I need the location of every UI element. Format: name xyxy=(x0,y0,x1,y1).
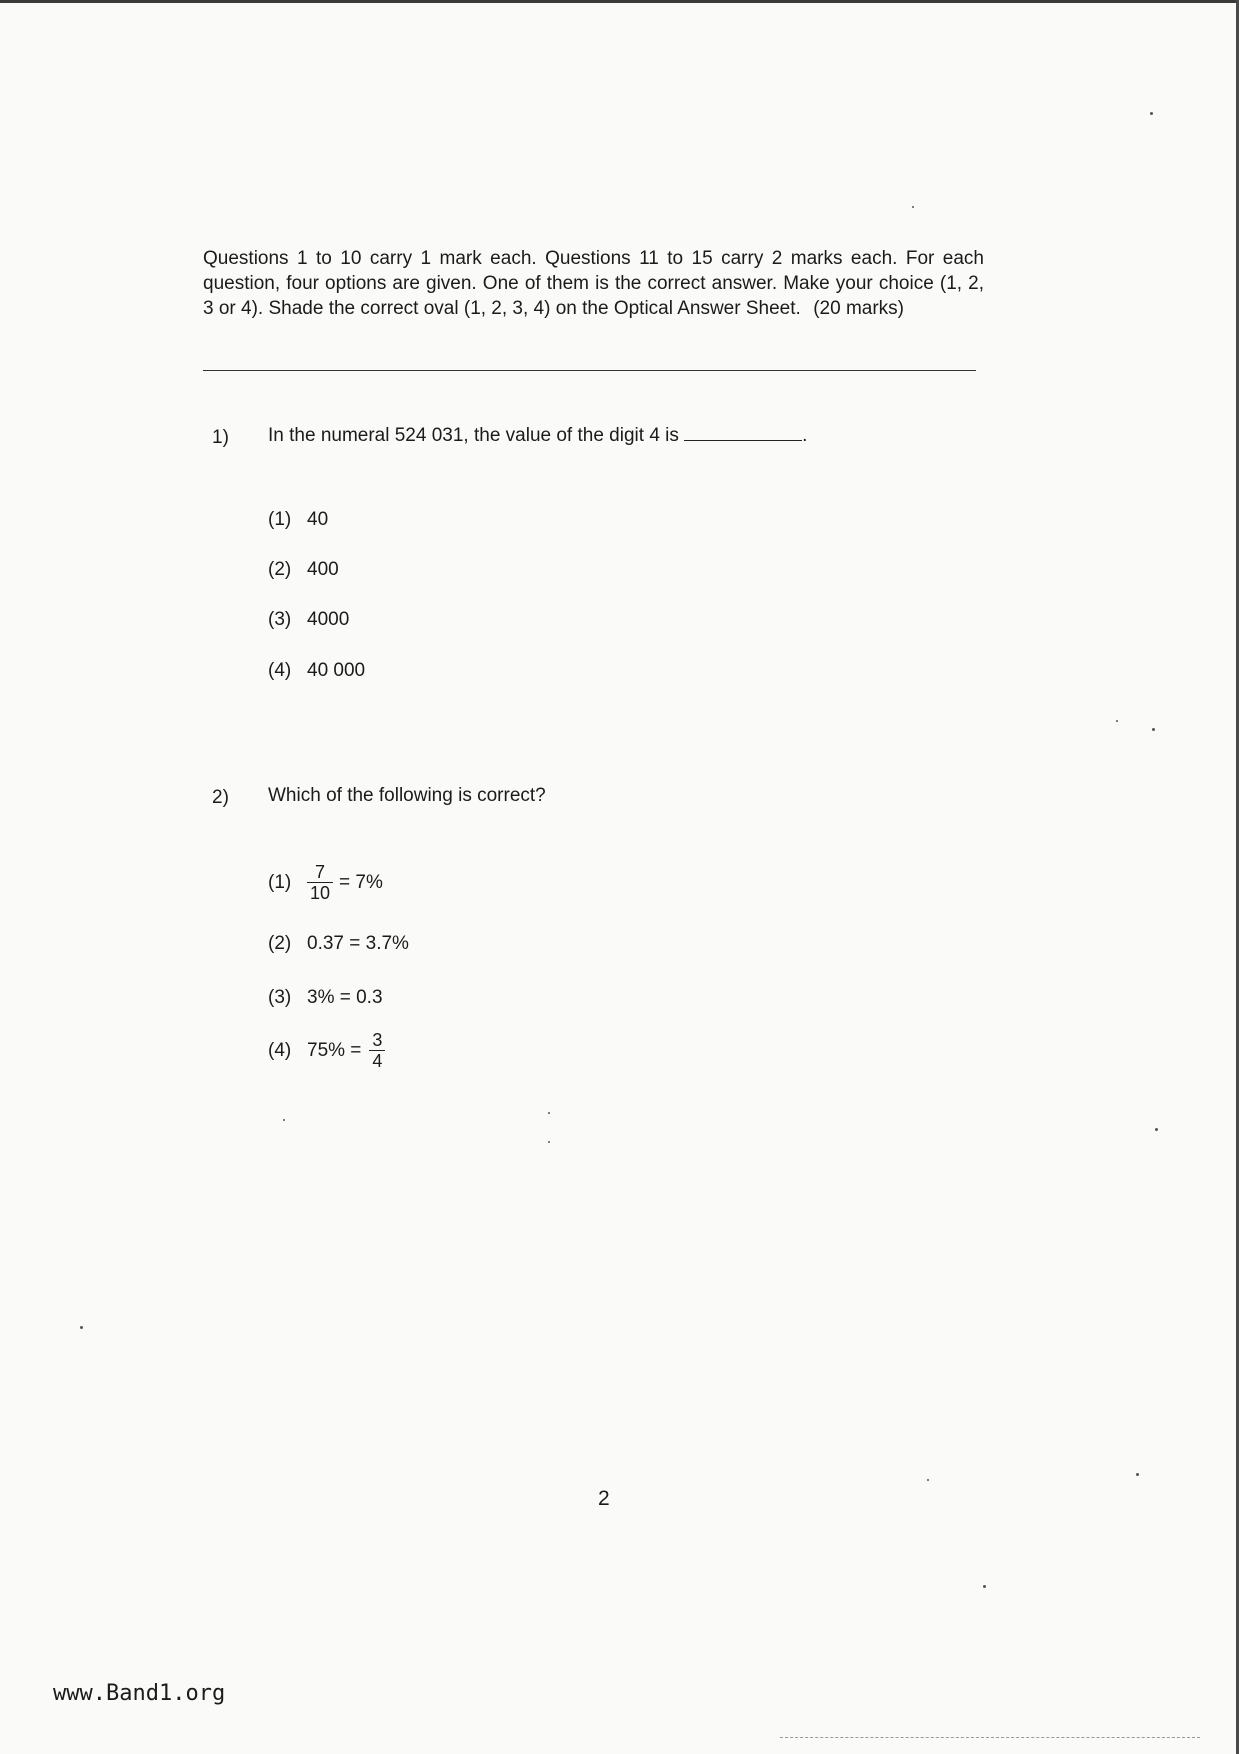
footer-rule xyxy=(780,1737,1200,1738)
scan-speck xyxy=(983,1585,986,1588)
option-text: 40 000 xyxy=(307,660,366,681)
section-divider xyxy=(203,370,976,371)
fraction-numerator: 3 xyxy=(372,1030,383,1050)
fraction-numerator: 7 xyxy=(315,862,326,882)
option-text: 3% = 0.3 xyxy=(307,987,383,1008)
footer-website: www.Band1.org xyxy=(53,1681,226,1706)
question-1-number: 1) xyxy=(212,427,229,448)
scan-speck xyxy=(283,1119,285,1121)
option-text: 0.37 = 3.7% xyxy=(307,933,409,954)
question-2-option-2 xyxy=(268,933,409,955)
scan-speck xyxy=(927,1479,929,1481)
total-marks: (20 marks) xyxy=(813,298,904,319)
option-text: 40 xyxy=(307,509,329,530)
question-2-number: 2) xyxy=(212,787,229,808)
option-label: (4) xyxy=(268,660,292,681)
question-2-option-1 xyxy=(268,862,383,903)
page-number: 2 xyxy=(598,1487,610,1510)
scan-speck xyxy=(1116,720,1118,722)
question-1-prompt: In the numeral 524 031, the value of the digit 4 is xyxy=(268,425,679,446)
instructions xyxy=(203,246,984,321)
question-2-option-3 xyxy=(268,987,383,1009)
answer-blank xyxy=(684,426,802,441)
scan-speck xyxy=(1150,112,1153,115)
instructions-text: Questions 1 to 10 carry 1 mark each. Questions 11 to 15 carry 2 marks each. For each question, four options are given. One of them is the correct answer. Make your choice (1, 2, 3 or 4). Shade the correct oval (1, 2, 3, 4) on the Optical Answer Sheet. xyxy=(203,248,984,319)
scan-speck xyxy=(80,1326,83,1329)
question-1-option-2 xyxy=(268,559,339,581)
option-label: (2) xyxy=(268,559,292,580)
page-edge-top xyxy=(0,0,1239,3)
option-text: 75% = xyxy=(307,1039,362,1061)
scan-speck xyxy=(912,206,914,208)
scan-speck xyxy=(1136,1473,1139,1476)
question-1-option-4 xyxy=(268,660,365,682)
scan-speck xyxy=(1152,728,1155,731)
option-label: (4) xyxy=(268,1039,292,1061)
option-text: 4000 xyxy=(307,609,350,630)
option-text: 400 xyxy=(307,559,339,580)
question-2-text: Which of the following is correct? xyxy=(268,785,546,806)
scan-speck xyxy=(548,1112,550,1114)
scan-speck xyxy=(1155,1128,1158,1131)
question-2-option-4 xyxy=(268,1030,385,1071)
fraction xyxy=(369,1030,385,1071)
option-label: (3) xyxy=(268,987,292,1008)
option-text: = 7% xyxy=(339,871,383,893)
fraction xyxy=(307,862,333,903)
fraction-denominator: 10 xyxy=(307,882,333,903)
question-1-option-3 xyxy=(268,609,349,631)
fraction-denominator: 4 xyxy=(369,1050,385,1071)
question-1-option-1 xyxy=(268,509,328,531)
scan-speck xyxy=(548,1141,550,1143)
option-label: (3) xyxy=(268,609,292,630)
question-1-text xyxy=(268,425,807,447)
option-label: (1) xyxy=(268,871,292,893)
option-label: (2) xyxy=(268,933,292,954)
option-label: (1) xyxy=(268,509,292,530)
question-1-end: . xyxy=(802,425,808,446)
